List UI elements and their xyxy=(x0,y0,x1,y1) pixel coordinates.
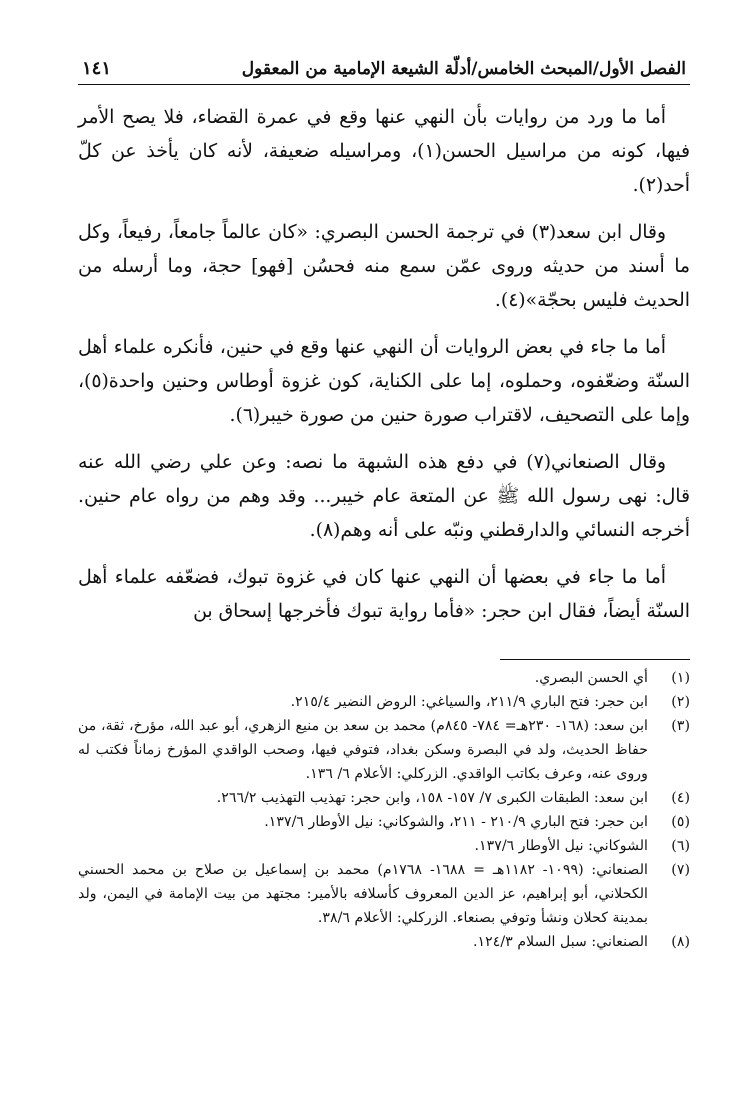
footnote-5 xyxy=(78,810,690,834)
paragraph-1: أما ما ورد من روايات بأن النهي عنها وقع في عمرة القضاء، فلا يصح الأمر فيها، كونه من مراسيل الحسن(١)، ومراسيله ضعيفة، لأنه كان يأخذ عن كلّ أحد(٢). xyxy=(78,107,691,196)
footnote-text: الصنعاني: (١٠٩٩- ١١٨٢هـ = ١٦٨٨- ١٧٦٨م) محمد بن إسماعيل بن صلاح بن محمد الحسني الكحلاني، أبو إبراهيم، عز الدين المعروف كأسلافه بالأمير: مجتهد من بيت الإمامة في اليمن، ولد بمدينة كحلان ونشأ وتوفي بصنعاء. الزركلي: الأعلام ٣٨/٦. xyxy=(78,862,648,926)
footnote-text: ابن سعد: (١٦٨- ٢٣٠هـ= ٧٨٤- ٨٤٥م) محمد بن سعد بن منيع الزهري، أبو عبد الله، مؤرخ، ثقة، من حفاظ الحديث، ولد في البصرة وسكن بغداد، فتوفي فيها، وصحب الواقدي المؤرخ زماناً فكتب له وروى عنه، وعرف بكاتب الواقدي. الزركلي: الأعلام ٦/ ١٣٦. xyxy=(78,718,648,782)
footnote-2 xyxy=(78,690,690,714)
main-text xyxy=(78,101,690,629)
footnote-7 xyxy=(78,858,690,930)
paragraph-5: أما ما جاء في بعضها أن النهي عنها كان في غزوة تبوك، فضعّفه علماء أهل السنّة أيضاً، فقال ابن حجر: «فأما رواية تبوك فأخرجها إسحاق بن xyxy=(78,567,690,622)
footnote-number: (٧) xyxy=(671,862,690,878)
paragraph-2: وقال ابن سعد(٣) في ترجمة الحسن البصري: «كان عالماً جامعاً، رفيعاً، وكل ما أسند من حديثه وروى عمّن سمع منه فحسُن [فهو] حجة، وما أرسله من الحديث فليس بحجّة»(٤). xyxy=(78,222,690,311)
footnote-4 xyxy=(78,786,690,810)
footnote-separator xyxy=(500,659,690,660)
running-header xyxy=(78,52,690,85)
footnote-8 xyxy=(78,930,690,954)
footnote-number: (٦) xyxy=(671,838,690,854)
page-number: ١٤١ xyxy=(82,58,112,79)
footnote-text: الصنعاني: سبل السلام ١٢٤/٣. xyxy=(473,934,648,950)
footnote-6 xyxy=(78,834,690,858)
footnote-text: ابن حجر: فتح الباري ٢١٠/٩ - ٢١١، والشوكاني: نيل الأوطار ١٣٧/٦. xyxy=(264,814,648,830)
footnote-number: (٢) xyxy=(671,694,690,710)
document-page xyxy=(78,52,690,1072)
footnote-number: (٤) xyxy=(671,790,690,806)
paragraph-4: وقال الصنعاني(٧) في دفع هذه الشبهة ما نصه: وعن علي رضي الله عنه قال: نهى رسول الله ﷺ عن المتعة عام خيبر... وقد وهم من رواه عام حنين. أخرجه النسائي والدارقطني ونبّه على أنه وهم(٨). xyxy=(78,452,690,541)
paragraph-3: أما ما جاء في بعض الروايات أن النهي عنها وقع في حنين، فأنكره علماء أهل السنّة وضعّفوه، وحملوه، إما على الكناية، كون غزوة أوطاس وحنين واحدة(٥)، وإما على التصحيف، لاقتراب صورة حنين من صورة خيبر(٦). xyxy=(78,337,690,426)
footnote-number: (١) xyxy=(671,670,690,686)
footnote-number: (٨) xyxy=(671,934,690,950)
footnotes xyxy=(78,666,690,954)
footnote-text: ابن حجر: فتح الباري ٢١١/٩، والسياغي: الروض النضير ٢١٥/٤. xyxy=(290,694,648,710)
footnote-number: (٣) xyxy=(671,718,690,734)
footnote-text: أي الحسن البصري. xyxy=(534,670,648,686)
footnote-1 xyxy=(78,666,690,690)
footnote-text: الشوكاني: نيل الأوطار ١٣٧/٦. xyxy=(474,838,648,854)
footnote-text: ابن سعد: الطبقات الكبرى ٧/ ١٥٧- ١٥٨، وابن حجر: تهذيب التهذيب ٢٦٦/٢. xyxy=(216,790,648,806)
running-header-title: الفصل الأول/المبحث الخامس/أدلّة الشيعة الإمامية من المعقول xyxy=(241,59,686,79)
footnote-3 xyxy=(78,714,690,786)
footnote-number: (٥) xyxy=(671,814,690,830)
